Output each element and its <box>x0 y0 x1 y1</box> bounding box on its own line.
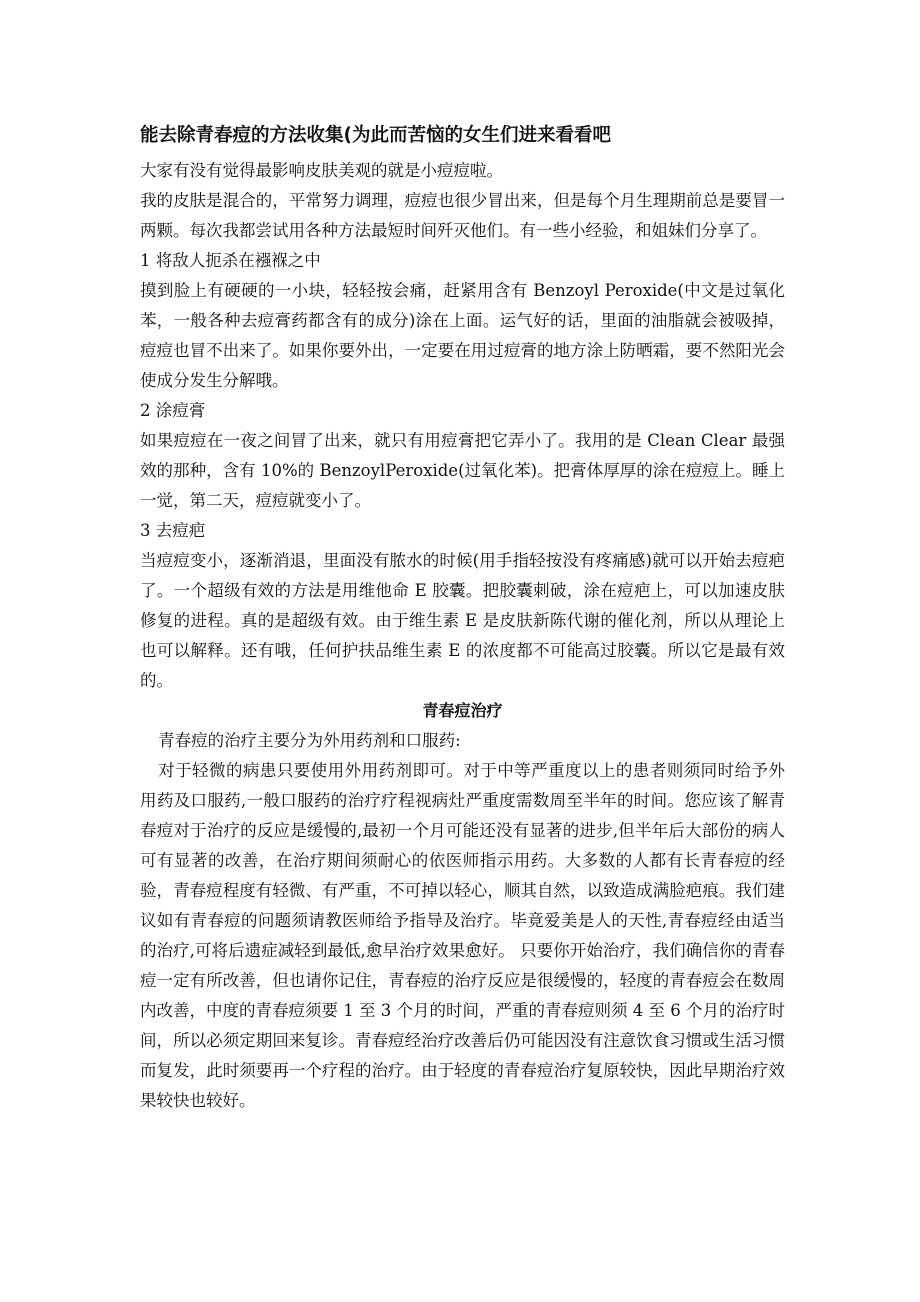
section-heading: 2 涂痘膏 <box>140 401 206 420</box>
intro-paragraph: 我的皮肤是混合的，平常努力调理，痘痘也很少冒出来，但是每个月生理期前总是要冒一两颗。每次我都尝试用各种方法最短时间歼灭他们。有一些小经验，和姐妹们分享了。 <box>140 191 785 240</box>
section-heading: 3 去痘疤 <box>140 521 206 540</box>
section-body: 当痘痘变小，逐渐消退，里面没有脓水的时候(用手指轻按没有疼痛感)就可以开始去痘疤了。一个超级有效的方法是用维他命 E 胶囊。把胶囊刺破，涂在痘疤上，可以加速皮肤修复的进程。真的是超级有效。由于维生素 E 是皮肤新陈代谢的催化剂，所以从理论上也可以解释。还有哦，任何护扶品维生素 E 的浓度都不可能高过胶囊。所以它是最有效的。 <box>140 551 785 690</box>
treatment-paragraph: 青春痘的治疗主要分为外用药剂和口服药: <box>158 731 461 750</box>
document-page <box>140 120 785 1116</box>
intro-paragraph: 大家有没有觉得最影响皮肤美观的就是小痘痘啦。 <box>140 161 503 180</box>
section-body: 摸到脸上有硬硬的一小块，轻轻按会痛，赶紧用含有 Benzoyl Peroxide(中文是过氧化苯，一般各种去痘膏药都含有的成分)涂在上面。运气好的话，里面的油脂就会被吸掉，痘痘也冒不出来了。如果你要外出，一定要在用过痘膏的地方涂上防晒霜，要不然阳光会使成分发生分解哦。 <box>140 281 785 390</box>
page-title: 能去除青春痘的方法收集(为此而苦恼的女生们进来看看吧 <box>140 125 611 146</box>
section-body: 如果痘痘在一夜之间冒了出来，就只有用痘膏把它弄小了。我用的是 Clean Clear 最强效的那种，含有 10%的 BenzoylPeroxide(过氧化苯)。把膏体厚厚的涂在痘痘上。睡上一觉，第二天，痘痘就变小了。 <box>140 431 785 510</box>
section-heading: 1 将敌人扼杀在襁褓之中 <box>140 251 321 270</box>
treatment-heading: 青春痘治疗 <box>422 701 503 720</box>
treatment-paragraph: 对于轻微的病患只要使用外用药剂即可。对于中等严重度以上的患者则须同时给予外用药及口服药,一般口服药的治疗疗程视病灶严重度需数周至半年的时间。您应该了解青春痘对于治疗的反应是缓慢的,最初一个月可能还没有显著的进步,但半年后大部份的病人可有显著的改善，在治疗期间须耐心的依医师指示用药。大多数的人都有长青春痘的经验，青春痘程度有轻微、有严重，不可掉以轻心，顺其自然，以致造成满脸疤痕。我们建议如有青春痘的问题须请教医师给予指导及治疗。毕竟爱美是人的天性,青春痘经由适当的治疗,可将后遗症减轻到最低,愈早治疗效果愈好。 只要你开始治疗，我们确信你的青春痘一定有所改善，但也请你记住，青春痘的治疗反应是很缓慢的，轻度的青春痘会在数周内改善，中度的青春痘须要 1 至 3 个月的时间，严重的青春痘则须 4 至 6 个月的治疗时间，所以必须定期回来复诊。青春痘经治疗改善后仍可能因没有注意饮食习惯或生活习惯而复发，此时须要再一个疗程的治疗。由于轻度的青春痘治疗复原较快，因此早期治疗效果较快也较好。 <box>140 761 785 1110</box>
